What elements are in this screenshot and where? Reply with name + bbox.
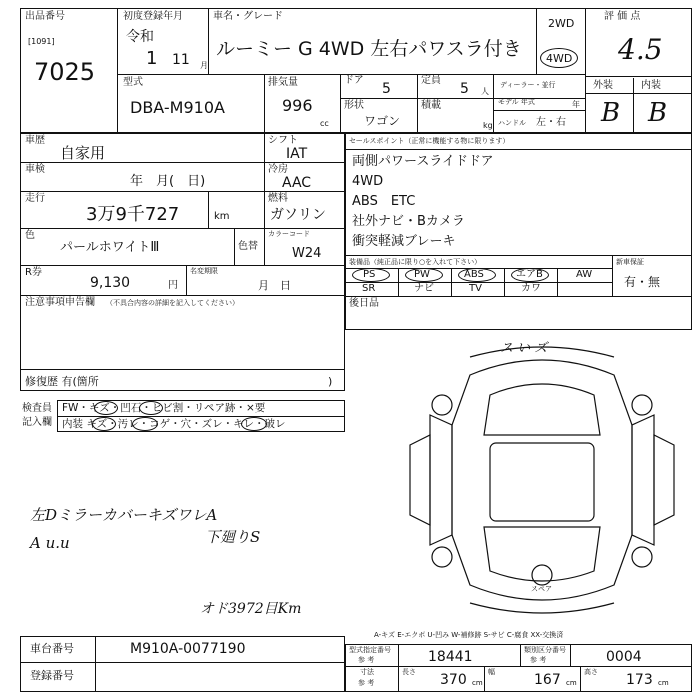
dealer-label: ディーラー・並行	[500, 81, 556, 89]
length-value: 370	[440, 672, 467, 688]
handle-label: ハンドル	[498, 119, 526, 127]
exterior-label: 外装	[593, 80, 613, 91]
handle-value: 左・右	[536, 117, 566, 128]
mileage-unit: km	[214, 211, 230, 222]
note-odo: オド3972目Km	[200, 601, 302, 617]
inspector-interior-row: 内装 キズ・汚レ・コゲ・穴・ズレ・キレ・破レ	[62, 418, 286, 430]
note-mirror: 左DミラーカバーキズワレA	[30, 506, 218, 524]
inspection-value: 年 月( 日)	[130, 174, 206, 189]
inspector-label-2: 記入欄	[22, 417, 52, 428]
first-reg-label: 初度登録年月	[123, 11, 183, 22]
notes-sub: （不具合内容の詳細を記入してください）	[106, 299, 239, 307]
chassis-value: M910A-0077190	[130, 641, 246, 657]
equip-aw: AW	[576, 269, 593, 280]
recycle-label: R券	[25, 267, 42, 278]
new-car-value: 有・無	[624, 275, 661, 289]
interior-grade: B	[648, 98, 668, 128]
color-value: パールホワイトⅢ	[60, 240, 160, 255]
selling-points-title: セールスポイント（正常に機能する物に限ります）	[349, 137, 510, 145]
equip-airbag: エアB	[516, 269, 543, 280]
score-value: 4.5	[618, 33, 663, 66]
selling-point-5: 衝突軽減ブレーキ	[352, 234, 456, 249]
header-frame	[20, 8, 692, 133]
model-year-label: モデル 年式	[498, 98, 535, 106]
shape-label: 形状	[344, 100, 364, 111]
inspection-label: 車検	[25, 164, 45, 175]
equip-ps: PS	[363, 269, 376, 280]
selling-point-3: ABS ETC	[352, 194, 416, 209]
repair-close: )	[328, 375, 333, 388]
shift-value: IAT	[286, 146, 308, 162]
displacement-unit: cc	[320, 119, 329, 128]
capacity-label: 定員	[421, 75, 441, 86]
deadline-value: 月 日	[258, 279, 291, 292]
registration-label: 登録番号	[30, 669, 74, 682]
damage-legend: A-キズ E-エクボ U-凹み W-補修跡 S-サビ C-腐食 XX-交換済	[374, 631, 564, 639]
recycle-value: 9,130	[90, 275, 131, 291]
width-value: 167	[534, 672, 561, 688]
door-value: 5	[382, 81, 391, 97]
note-under: 下廻りS	[205, 528, 261, 546]
heko-circle	[139, 401, 163, 415]
drive-4wd: 4WD	[546, 52, 573, 65]
int-kizu-circle	[92, 417, 116, 431]
fuel-value: ガソリン	[270, 207, 326, 223]
mileage-value: 3万9千727	[86, 204, 180, 225]
drive-2wd: 2WD	[548, 17, 575, 30]
mileage-label: 走行	[25, 193, 45, 204]
score-label: 評 価 点	[604, 11, 641, 22]
deadline-label: 名変期限	[190, 267, 218, 275]
color-code-label: カラーコード	[268, 230, 310, 238]
color-label: 色	[25, 230, 35, 241]
car-name: ルーミー G 4WD 左右パワスラ付き	[216, 38, 522, 60]
length-label: 長さ	[402, 668, 416, 676]
class-sub: 参 考	[530, 656, 547, 664]
int-zure-circle	[241, 417, 267, 431]
month-unit: 月	[200, 61, 208, 70]
fuel-label: 燃料	[268, 193, 288, 204]
exterior-grade: B	[601, 98, 621, 128]
spare-label: スペア	[531, 585, 552, 593]
type-cert-sub: 参 考	[358, 656, 375, 664]
recycle-unit: 円	[168, 280, 178, 291]
capacity-value: 5	[460, 81, 469, 97]
equip-tv: TV	[469, 283, 482, 294]
color-change-label: 色替	[238, 241, 258, 252]
car-diagram	[400, 335, 685, 625]
rear-items-label: 後日品	[349, 298, 379, 309]
type-cert-value: 18441	[428, 649, 473, 665]
color-code-value: W24	[292, 246, 322, 261]
int-yogore-circle	[132, 417, 158, 431]
displacement-label: 排気量	[268, 77, 298, 88]
repair-label: 修復歴 有(箇所	[25, 375, 99, 388]
details-frame	[20, 133, 345, 391]
height-unit: cm	[658, 679, 669, 687]
load-unit: kg	[483, 121, 493, 130]
displacement-value: 996	[282, 96, 313, 115]
reg-month: 11	[172, 52, 190, 68]
category-label: 車歴	[25, 135, 45, 146]
equip-leather: カワ	[521, 283, 541, 294]
note-a: A u.u	[30, 534, 70, 552]
reg-year: 1	[146, 48, 158, 69]
year-unit: 年	[572, 100, 580, 109]
name-label: 車名・グレード	[213, 11, 283, 22]
length-unit: cm	[472, 679, 483, 687]
inspector-label-1: 検査員	[22, 403, 52, 414]
equipment-title: 装備品（純正品に限り○を入れて下さい）	[349, 258, 482, 266]
diagram-top-mark: ス い ズ	[500, 341, 548, 356]
era: 令和	[126, 29, 154, 45]
kizu-circle	[94, 401, 118, 415]
category-value: 自家用	[60, 144, 106, 162]
model-label: 型式	[123, 77, 143, 88]
selling-point-1: 両側パワースライドドア	[352, 154, 494, 169]
capacity-unit: 人	[481, 87, 489, 96]
equip-abs: ABS	[464, 269, 484, 280]
lot-code: [1091]	[28, 37, 55, 46]
load-label: 積載	[421, 100, 441, 111]
ac-value: AAC	[282, 175, 312, 191]
equip-sr: SR	[362, 283, 376, 294]
ac-label: 冷房	[268, 164, 288, 175]
shift-label: シフト	[268, 135, 298, 146]
equip-navi: ナビ	[414, 283, 434, 294]
notes-label: 注意事項申告欄	[25, 297, 95, 308]
size-label: 寸法	[360, 668, 374, 676]
door-label: ドア	[344, 75, 364, 86]
height-label: 高さ	[584, 668, 598, 676]
size-sub: 参 考	[358, 679, 375, 687]
model-value: DBA-M910A	[130, 98, 225, 117]
width-unit: cm	[566, 679, 577, 687]
width-label: 幅	[488, 668, 495, 676]
height-value: 173	[626, 672, 653, 688]
class-value: 0004	[606, 649, 642, 665]
lot-label: 出品番号	[25, 11, 65, 22]
selling-point-4: 社外ナビ・Bカメラ	[352, 214, 465, 229]
equip-pw: PW	[414, 269, 430, 280]
type-cert-label: 型式指定番号	[349, 646, 391, 654]
class-label: 類別区分番号	[524, 646, 566, 654]
interior-label: 内装	[641, 80, 661, 91]
selling-point-2: 4WD	[352, 174, 384, 189]
shape-value: ワゴン	[364, 114, 401, 128]
new-car-label: 新車保証	[616, 258, 644, 266]
chassis-label: 車台番号	[30, 642, 74, 655]
inspector-exterior-row: FW・キズ・凹石・ヒビ割・リペア跡・×要	[62, 402, 266, 414]
lot-number: 7025	[34, 58, 96, 86]
